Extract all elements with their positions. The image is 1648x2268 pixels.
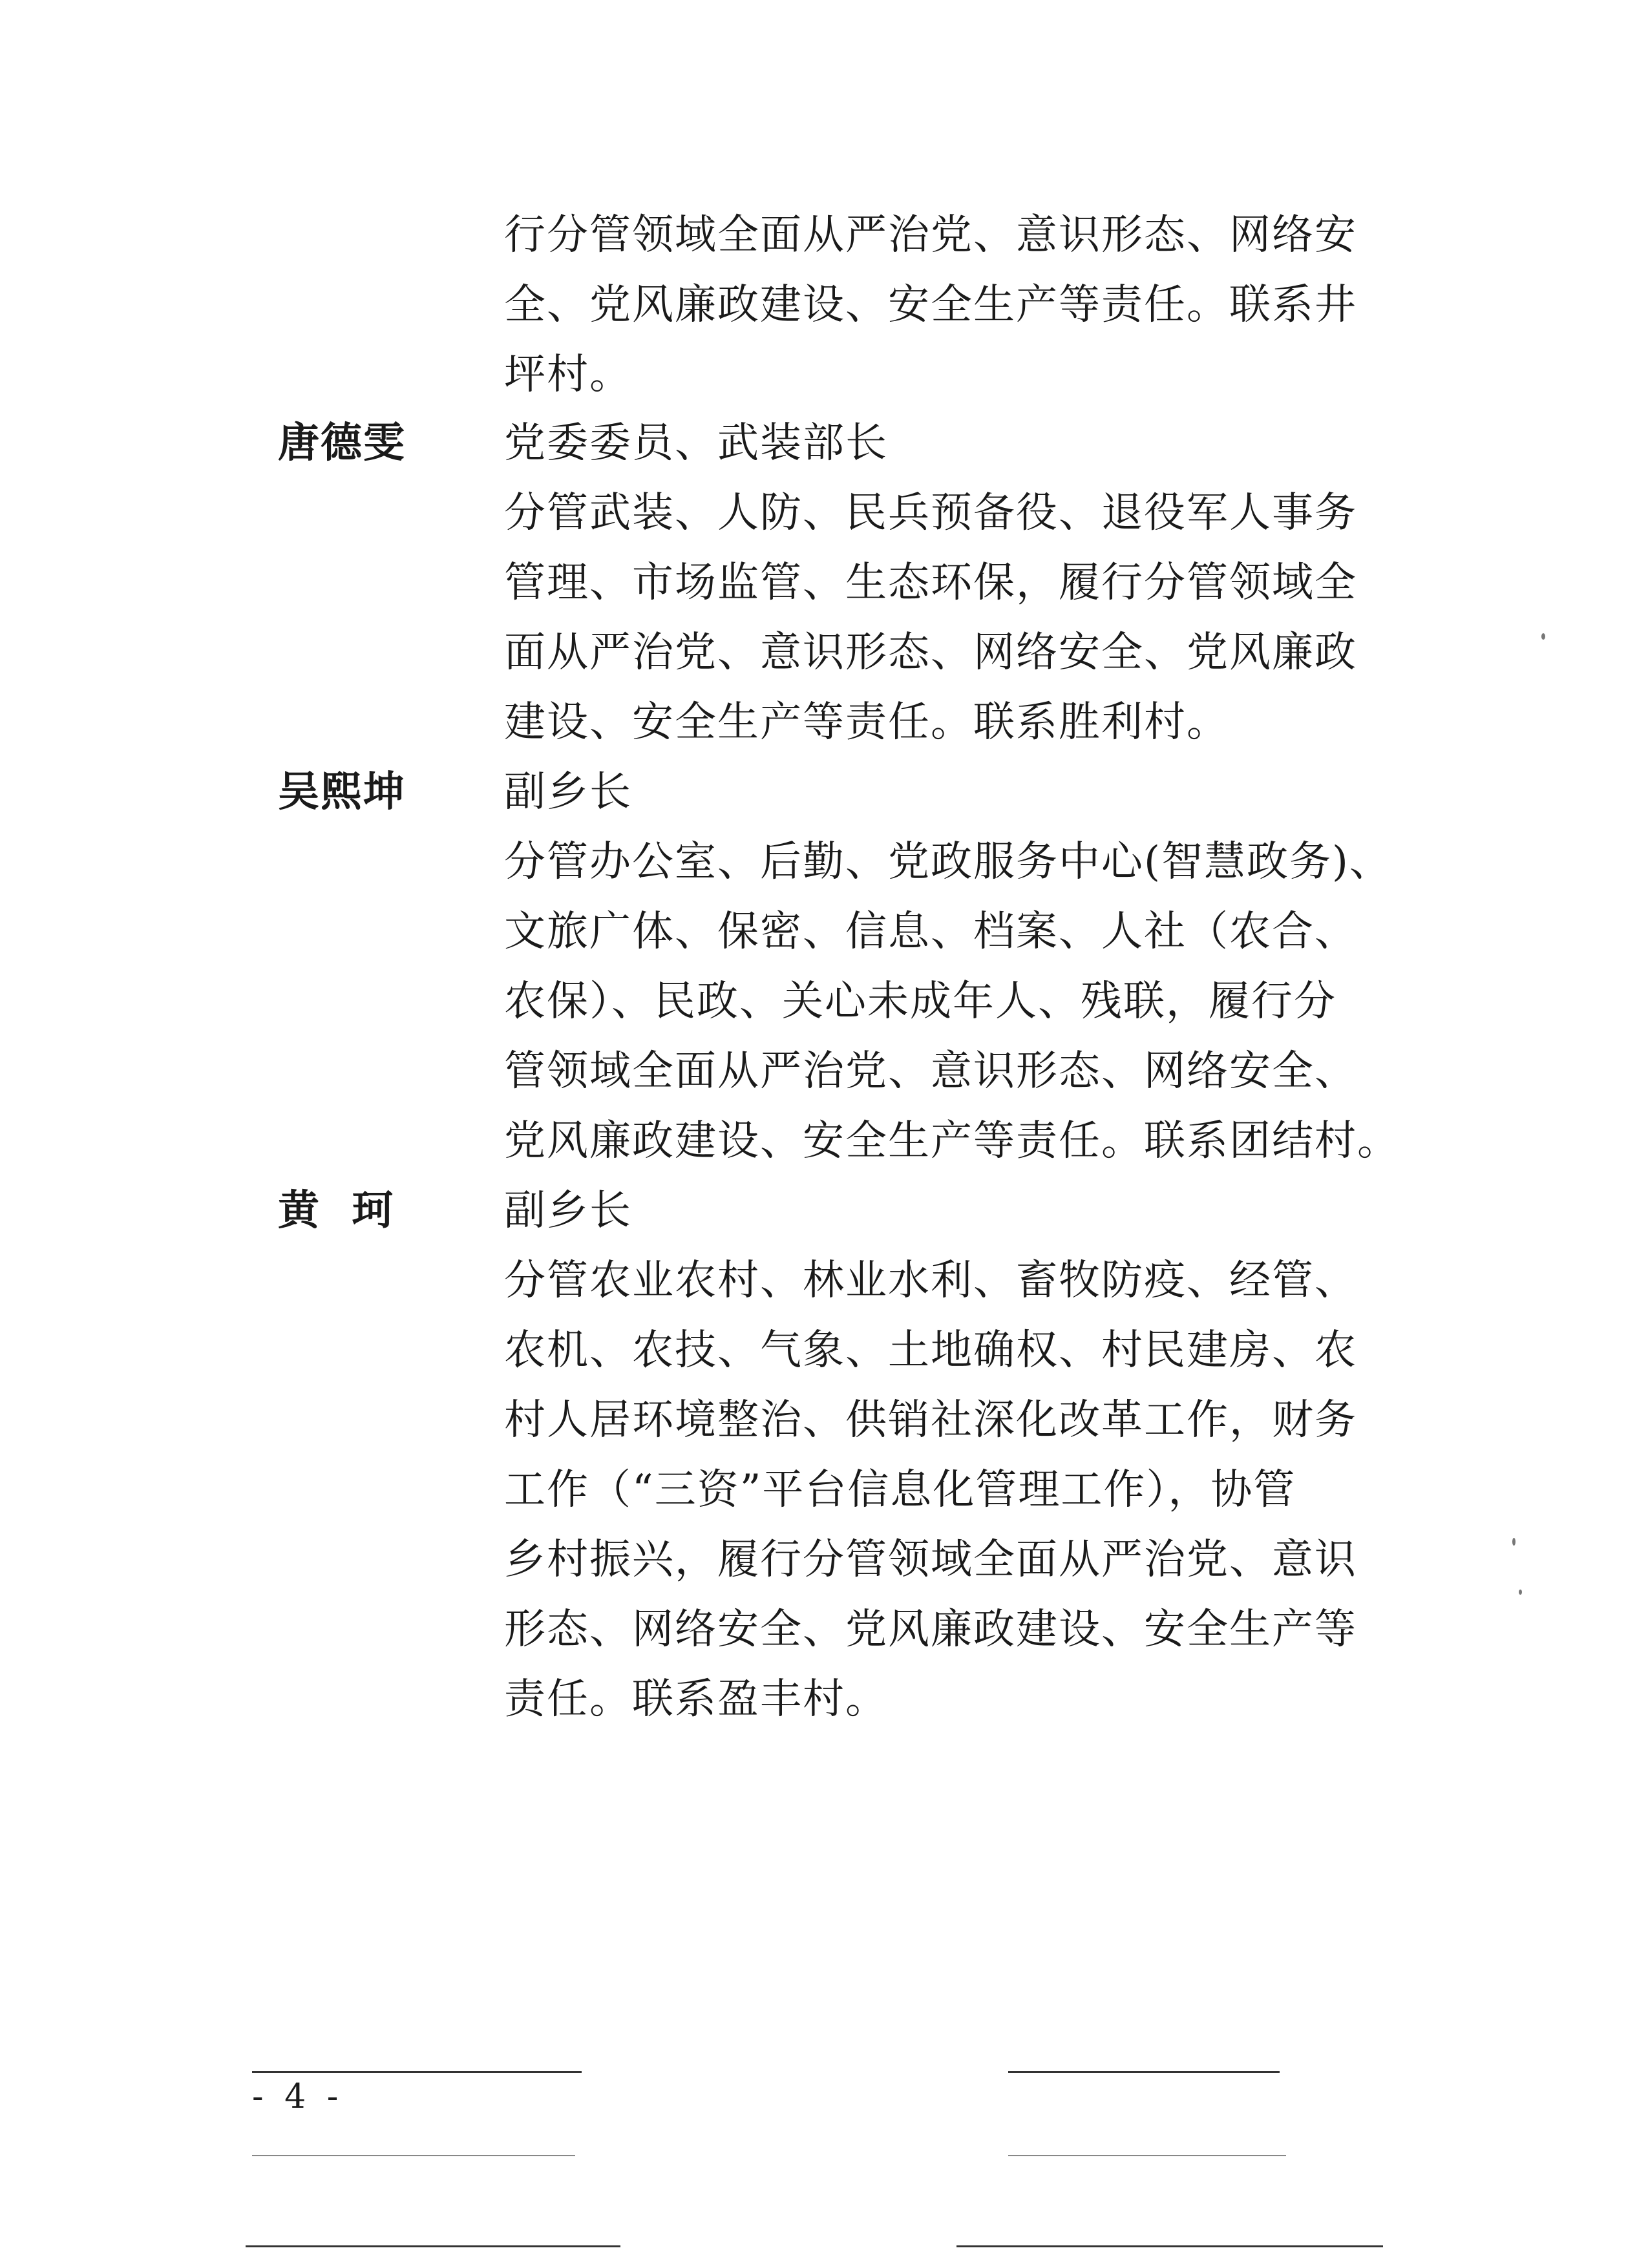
scan-speck (1512, 1538, 1516, 1546)
person-entry (504, 408, 1364, 757)
person-entry (504, 1176, 1364, 1734)
duty-line: 农机、农技、气象、土地确权、村民建房、农 (504, 1327, 1357, 1374)
duty-line: 党风廉政建设、安全生产等责任。联系团结村。 (504, 1117, 1400, 1165)
footer-rule (1008, 2071, 1280, 2073)
duty-line: 管理、市场监管、生态环保，履行分管领域全 (504, 559, 1357, 607)
duty-line: 工作（“三资”平台信息化管理工作），协管 (504, 1466, 1296, 1514)
duty-line: 分管办公室、后勤、党政服务中心(智慧政务)、 (504, 838, 1392, 886)
footer-rule (246, 2245, 620, 2247)
person-position: 副乡长 (504, 768, 632, 816)
duty-line: 形态、网络安全、党风廉政建设、安全生产等 (504, 1606, 1357, 1654)
person-entry (504, 757, 1400, 1176)
duty-line: 农保）、民政、关心未成年人、残联，履行分 (504, 978, 1336, 1025)
continuation-paragraph (504, 200, 1364, 410)
duty-line: 分管农业农村、林业水利、畜牧防疫、经管、 (504, 1257, 1357, 1305)
text-line: 坪村。 (504, 351, 632, 399)
footer-rule (252, 2071, 582, 2073)
person-position: 党委委员、武装部长 (504, 419, 888, 467)
scan-speck (1541, 633, 1545, 640)
footer-rule (956, 2245, 1383, 2247)
duty-line: 村人居环境整治、供销社深化改革工作，财务 (504, 1396, 1357, 1444)
scan-speck (1519, 1590, 1522, 1595)
duty-line: 面从严治党、意识形态、网络安全、党风廉政 (504, 629, 1357, 677)
duty-line: 建设、安全生产等责任。联系胜利村。 (504, 698, 1229, 746)
person-name: 唐德雯 (278, 419, 406, 467)
footer-rule (252, 2155, 575, 2156)
duty-line: 乡村振兴，履行分管领域全面从严治党、意识 (504, 1536, 1357, 1584)
duty-line: 分管武装、人防、民兵预备役、退役军人事务 (504, 489, 1357, 537)
duty-line: 文旅广体、保密、信息、档案、人社（农合、 (504, 908, 1357, 956)
text-line: 全、党风廉政建设、安全生产等责任。联系井 (504, 281, 1357, 329)
duty-line: 管领域全面从严治党、意识形态、网络安全、 (504, 1047, 1357, 1095)
person-position: 副乡长 (504, 1187, 632, 1235)
page-number: - 4 - (252, 2077, 344, 2116)
person-name: 黄 珂 (278, 1187, 395, 1235)
person-name: 吴熙坤 (278, 768, 406, 816)
text-line: 行分管领域全面从严治党、意识形态、网络安 (504, 211, 1357, 259)
footer-rule (1008, 2155, 1286, 2156)
duty-line: 责任。联系盈丰村。 (504, 1675, 888, 1723)
